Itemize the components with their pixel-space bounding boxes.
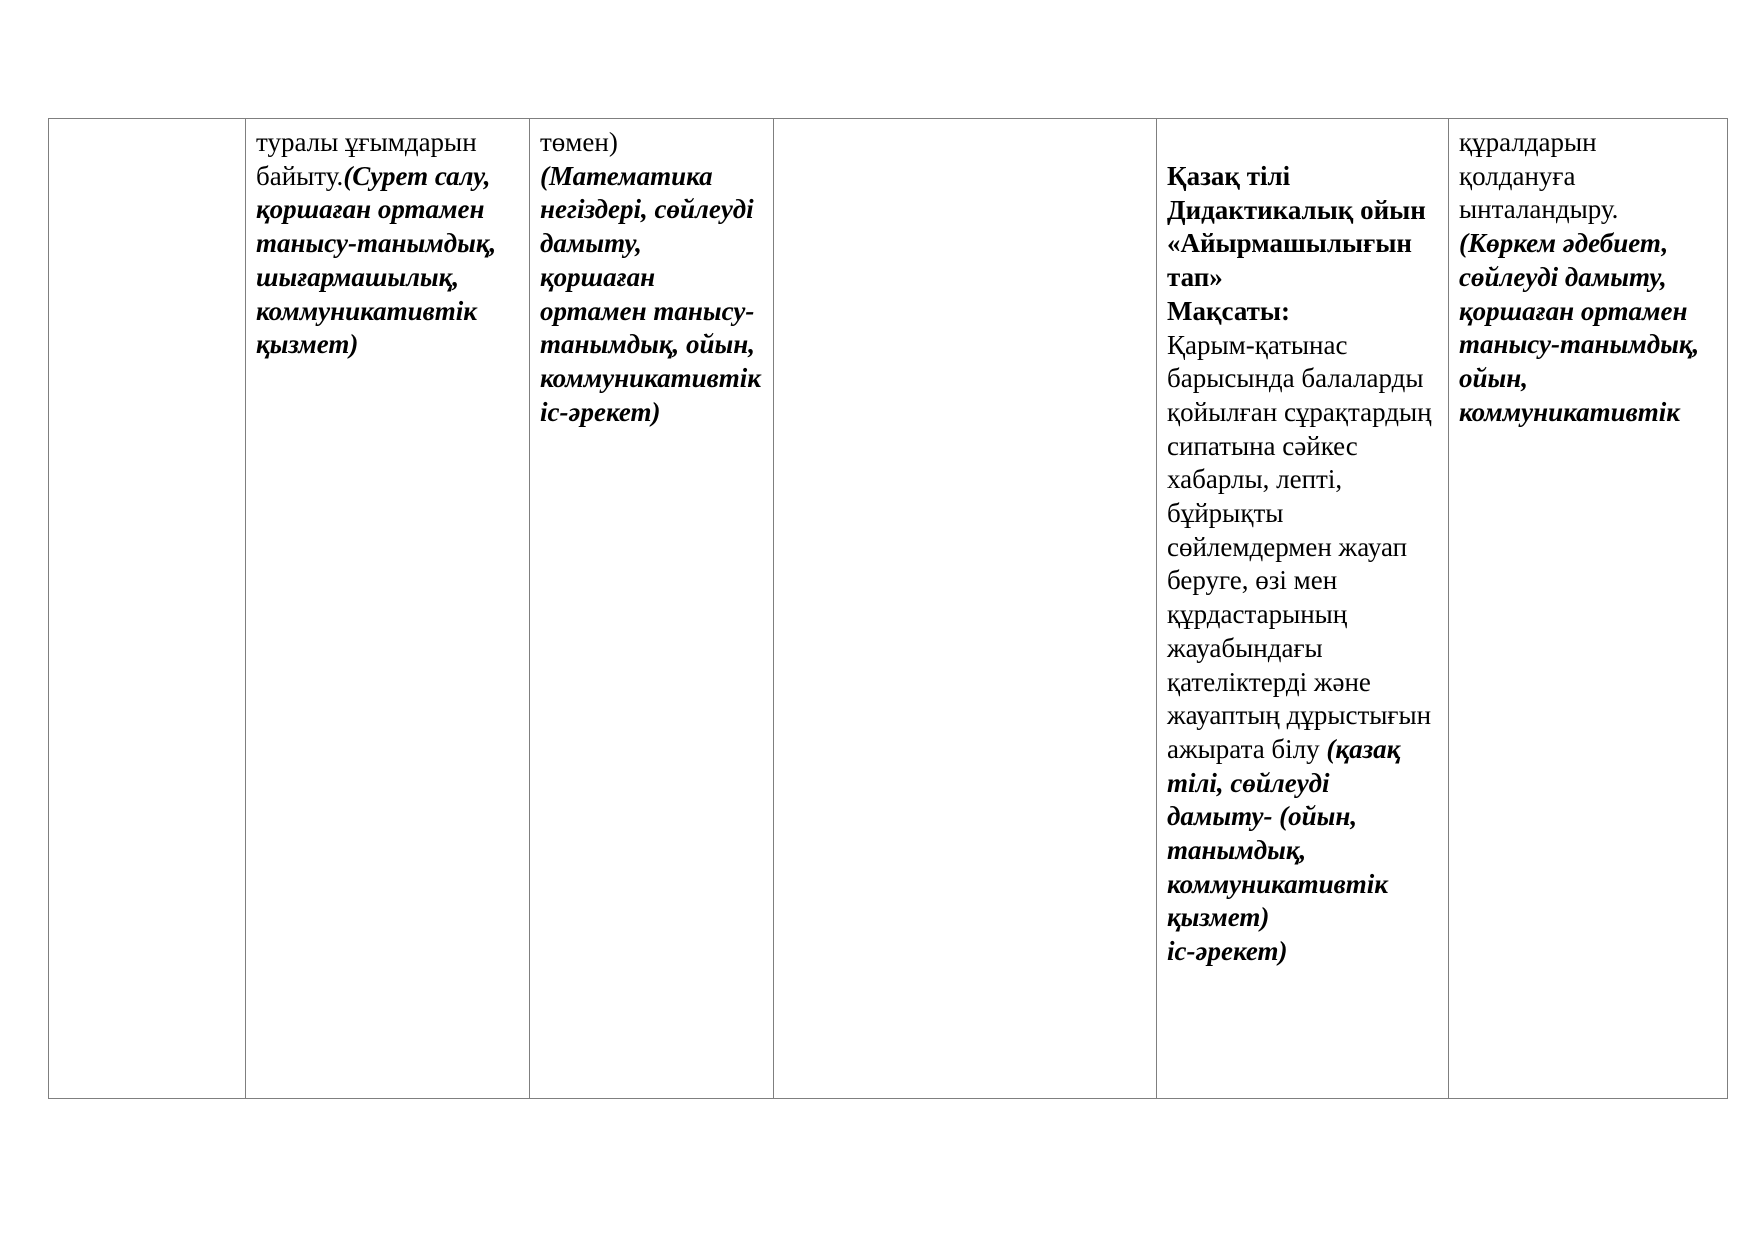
plan-table xyxy=(48,118,1728,1099)
activity-types-note: (Көркем әдебиет, сөйлеуді дамыту, қоршаған ортамен танысу-танымдық, ойын, коммуникативтік xyxy=(1459,228,1700,427)
subject-heading: Қазақ тілі xyxy=(1167,161,1291,191)
goal-label: Мақсаты: xyxy=(1167,295,1290,326)
cell-kazakh-language-game xyxy=(1157,119,1449,1099)
cell-column-3 xyxy=(530,119,774,1099)
cell-text-plain: құралдарын қолдануға ынталандыру. xyxy=(1459,127,1619,225)
cell-column-2 xyxy=(246,119,530,1099)
cell-empty-first xyxy=(49,119,246,1099)
goal-text: Қарым-қатынас барысында балаларды қойылған сұрақтардың сипатына сәйкес хабарлы, лепті, бұйрықты сөйлемдермен жауап беруге, өзі мен құрдастарының жауабындағы қателіктерді және жауаптың дұрыстығын ажырата білу xyxy=(1167,329,1432,764)
cell-text-line2: байыту. xyxy=(256,160,344,191)
game-title: Дидактикалық ойын «Айырмашылығын тап» xyxy=(1167,194,1426,293)
activity-types-note: (Сурет салу, қоршаған ортамен танысу-танымдық, шығармашылық, коммуникативтік қызмет) xyxy=(256,160,497,360)
activity-types-note-end: іс-әрекет) xyxy=(1167,936,1288,967)
cell-empty-wide xyxy=(774,119,1157,1099)
activity-types-note: (қазақ тілі, сөйлеуді дамыту- (ойын, танымдық, коммуникативтік қызмет) xyxy=(1167,733,1401,933)
cell-text-line1: туралы ұғымдарын xyxy=(256,127,477,157)
table-row xyxy=(49,119,1728,1099)
cell-column-6 xyxy=(1449,119,1728,1099)
activity-types-note: (Математика негіздері, сөйлеуді дамыту, қоршаған ортамен танысу-танымдық, ойын, коммуникативтік іс-әрекет) xyxy=(540,160,761,427)
cell-text-plain: төмен) xyxy=(540,127,618,157)
